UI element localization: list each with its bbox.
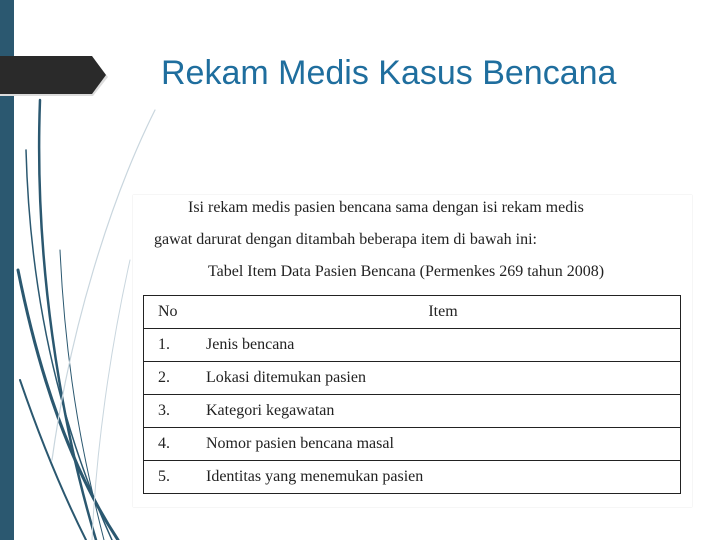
header-item: Item bbox=[206, 296, 681, 329]
title-tab-shape bbox=[0, 56, 110, 98]
intro-text-line-1: Isi rekam medis pasien bencana sama dengan isi rekam medis bbox=[188, 199, 584, 216]
row-item: Nomor pasien bencana masal bbox=[206, 428, 681, 461]
row-number: 3. bbox=[144, 395, 207, 428]
header-no: No bbox=[144, 296, 207, 329]
table-row bbox=[144, 428, 681, 461]
row-item: Lokasi ditemukan pasien bbox=[206, 362, 681, 395]
intro-text-line-2: gawat darurat dengan ditambah beberapa item di bawah ini: bbox=[154, 231, 537, 248]
disaster-item-table bbox=[143, 295, 681, 494]
table-header-row bbox=[144, 296, 681, 329]
row-item: Identitas yang menemukan pasien bbox=[206, 461, 681, 494]
row-item: Jenis bencana bbox=[206, 329, 681, 362]
scanned-document bbox=[133, 195, 692, 507]
row-number: 5. bbox=[144, 461, 207, 494]
table-row bbox=[144, 329, 681, 362]
row-number: 2. bbox=[144, 362, 207, 395]
table-row bbox=[144, 362, 681, 395]
row-item: Kategori kegawatan bbox=[206, 395, 681, 428]
table-row bbox=[144, 461, 681, 494]
row-number: 4. bbox=[144, 428, 207, 461]
slide-title: Rekam Medis Kasus Bencana bbox=[161, 54, 617, 92]
row-number: 1. bbox=[144, 329, 207, 362]
table-caption: Tabel Item Data Pasien Bencana (Permenkes 269 tahun 2008) bbox=[208, 263, 605, 280]
table-row bbox=[144, 395, 681, 428]
